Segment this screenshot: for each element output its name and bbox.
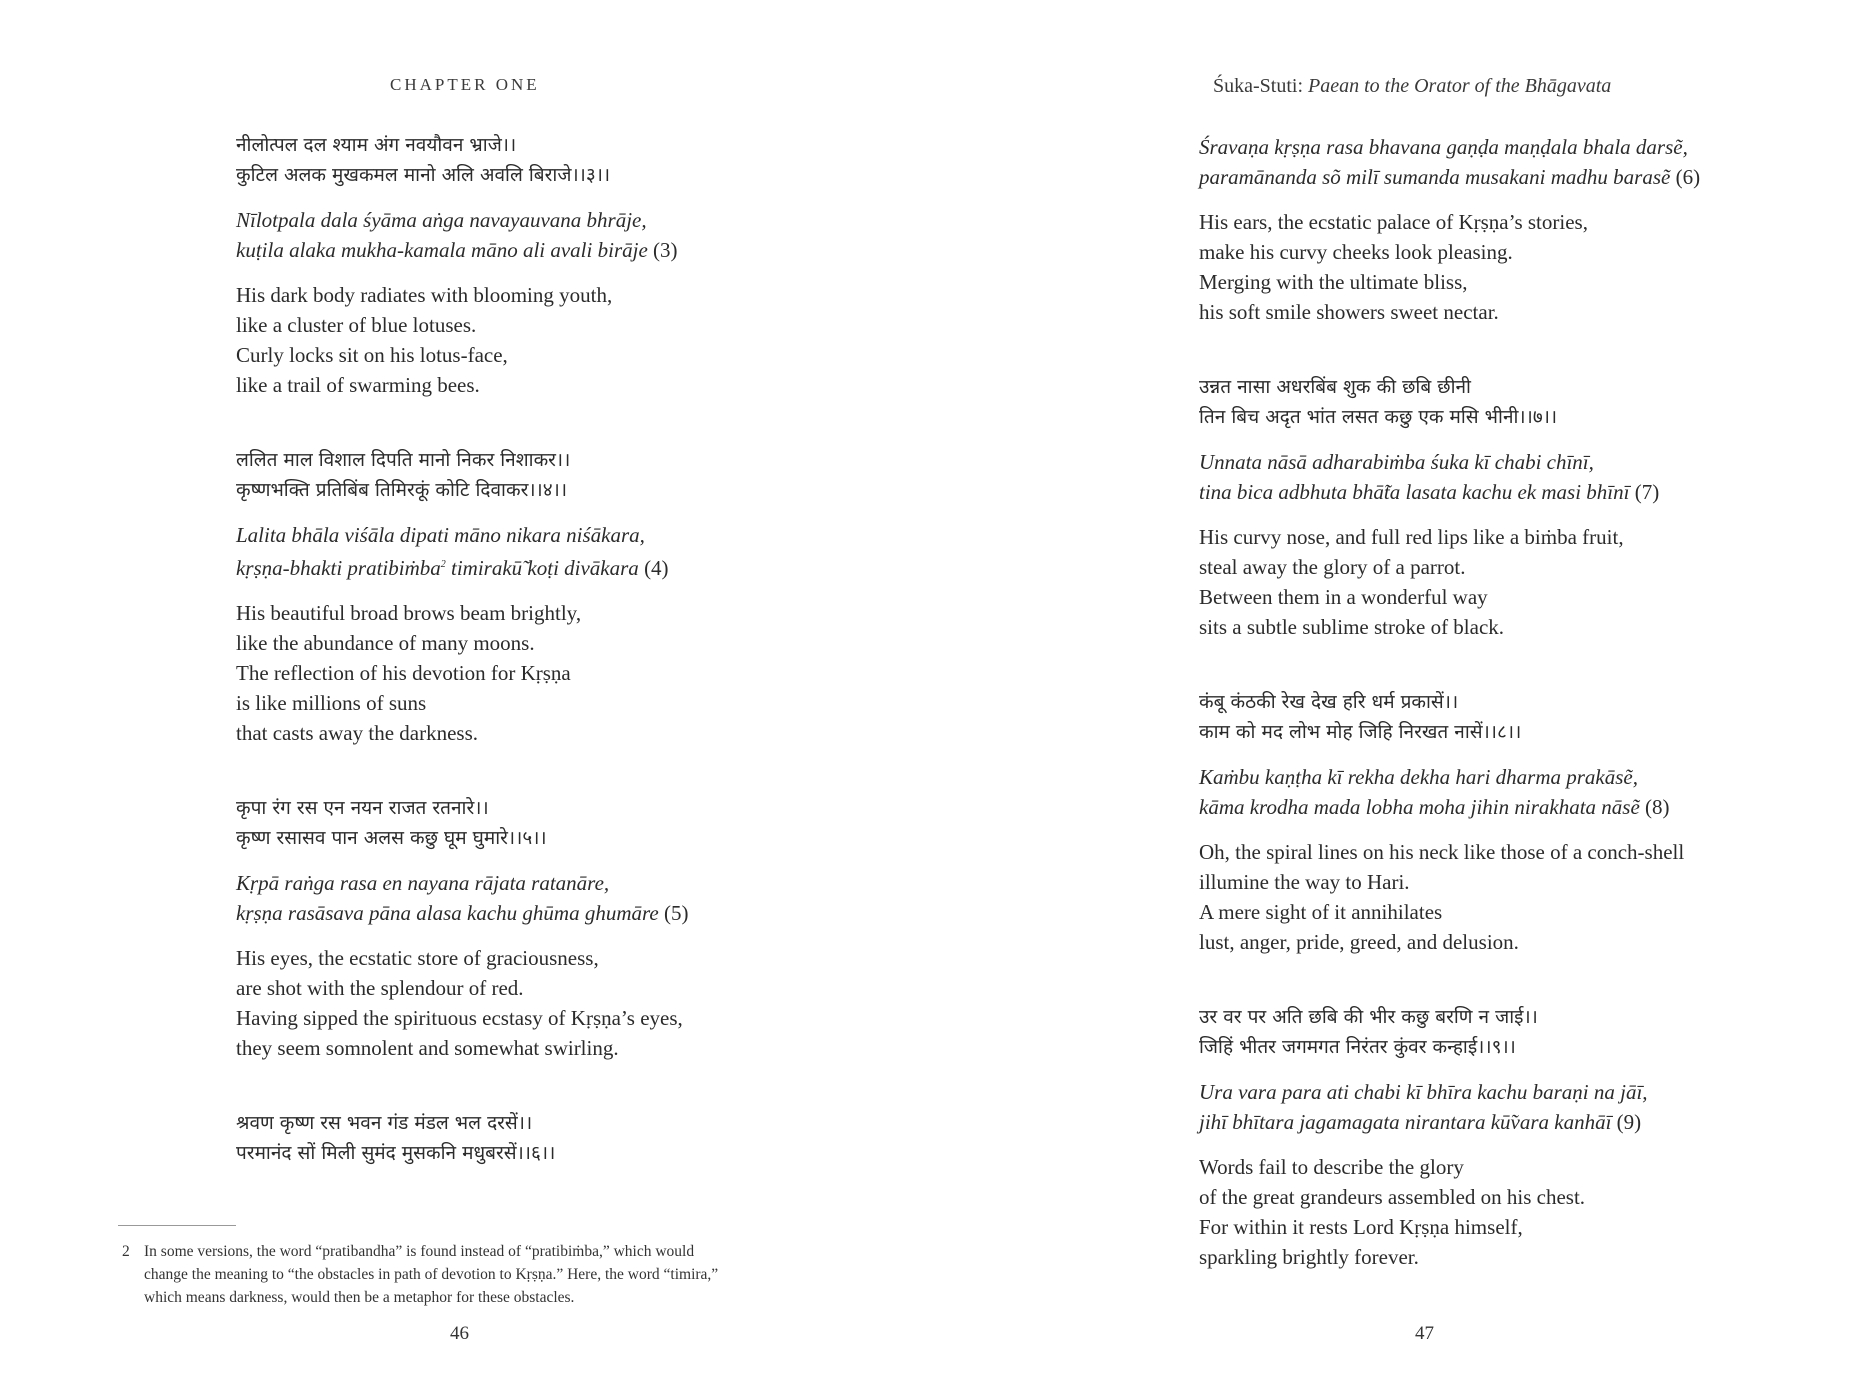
transliteration <box>1199 1077 1839 1137</box>
translit-text: timirakū̃ koṭi divākara <box>445 556 639 580</box>
transliteration <box>236 205 876 265</box>
hindi-line: जिहिं भीतर जगमगत निरंतर कुंवर कन्हाई।।९।। <box>1199 1036 1516 1058</box>
running-head <box>1213 75 1611 98</box>
translit-line <box>1199 477 1839 507</box>
running-head-prefix: Śuka-Stuti: <box>1213 75 1309 97</box>
translation-line: Oh, the spiral lines on his neck like those of a conch-shell <box>1199 840 1685 864</box>
translit-line: Unnata nāsā adharabiṁba śuka kī chabi chīnī, <box>1199 450 1594 474</box>
hindi-line: नीलोत्पल दल श्याम अंग नवयौवन भ्राजे।। <box>236 134 517 156</box>
translation-line: like a trail of swarming bees. <box>236 373 480 397</box>
translit-text: kṛṣṇa rasāsava pāna alasa kachu ghūma ghumāre <box>236 901 659 925</box>
running-head: CHAPTER ONE <box>390 75 540 94</box>
footnote-line: change the meaning to “the obstacles in path of devotion to Kṛṣṇa.” Here, the word “timira,” <box>144 1266 719 1283</box>
translit-text: tina bica adbhuta bhā̃ta lasata kachu ek masi bhīnī <box>1199 480 1630 504</box>
verse-number: (7) <box>1634 480 1660 504</box>
verse-number: (6) <box>1675 165 1701 189</box>
translation-line: His dark body radiates with blooming youth, <box>236 283 613 307</box>
translation-line: Between them in a wonderful way <box>1199 585 1488 609</box>
translation-line: is like millions of suns <box>236 691 427 715</box>
hindi-line: कृपा रंग रस एन नयन राजत रतनारे।। <box>236 797 489 819</box>
verse-column <box>1199 132 1839 1272</box>
translation-line: The reflection of his devotion for Kṛṣṇa <box>236 661 571 685</box>
translation-line: that casts away the darkness. <box>236 721 479 745</box>
translit-line <box>1199 1107 1839 1137</box>
footnote-divider <box>118 1225 236 1226</box>
hindi-line: कुटिल अलक मुखकमल मानो अलि अवलि बिराजे।।३।। <box>236 164 611 186</box>
translation <box>1199 522 1839 642</box>
transliteration <box>236 520 876 583</box>
translation-line: Curly locks sit on his lotus-face, <box>236 343 508 367</box>
translit-line <box>236 235 876 265</box>
translit-line: Kṛpā raṅga rasa en nayana rājata ratanāre, <box>236 871 610 895</box>
translit-line: Lalita bhāla viśāla dipati māno nikara niśākara, <box>236 523 645 547</box>
translation-line: make his curvy cheeks look pleasing. <box>1199 240 1513 264</box>
hindi-line: परमानंद सों मिली सुमंद मुसकनि मधुबरसें।।६।। <box>236 1142 556 1164</box>
hindi-line: उन्नत नासा अधरबिंब शुक की छबि छीनी <box>1199 376 1471 398</box>
verse-number: (3) <box>653 238 678 262</box>
footnote-number: 2 <box>122 1243 130 1260</box>
running-head-title: Paean to the Orator of the Bhāgavata <box>1308 75 1612 97</box>
hindi-verse <box>236 1108 876 1168</box>
transliteration <box>1199 132 1839 192</box>
hindi-line: उर वर पर अति छबि की भीर कछु बरणि न जाई।। <box>1199 1006 1538 1028</box>
footnote <box>122 1240 812 1309</box>
translit-line <box>236 550 876 583</box>
hindi-verse <box>236 793 876 853</box>
hindi-verse <box>236 445 876 505</box>
translation-line: are shot with the splendour of red. <box>236 976 524 1000</box>
translation <box>1199 207 1839 327</box>
hindi-verse <box>1199 687 1839 747</box>
translation-line: sits a subtle sublime stroke of black. <box>1199 615 1505 639</box>
footnote-line: In some versions, the word “pratibandha” is found instead of “pratibiṁba,” which would <box>144 1243 695 1260</box>
translation <box>1199 1152 1839 1272</box>
translation-line: His eyes, the ecstatic store of graciousness, <box>236 946 599 970</box>
hindi-verse <box>236 130 876 190</box>
verse-column <box>236 130 876 1168</box>
translit-line <box>1199 792 1839 822</box>
hindi-verse <box>1199 372 1839 432</box>
translation <box>236 943 876 1063</box>
transliteration <box>1199 447 1839 507</box>
hindi-line: तिन बिच अदृत भांत लसत कछु एक मसि भीनी।।७।। <box>1199 406 1558 428</box>
translit-text: kuṭila alaka mukha-kamala māno ali avali birāje <box>236 238 648 262</box>
translit-line <box>1199 162 1839 192</box>
translit-text: paramānanda sõ milī sumanda musakani madhu barasẽ <box>1199 165 1671 189</box>
translation-line: Having sipped the spirituous ecstasy of Kṛṣṇa’s eyes, <box>236 1006 683 1030</box>
verse-number: (4) <box>644 556 669 580</box>
translit-line <box>236 898 876 928</box>
translation-line: Merging with the ultimate bliss, <box>1199 270 1468 294</box>
translit-line: Kaṁbu kaṇṭha kī rekha dekha hari dharma prakāsẽ, <box>1199 765 1638 789</box>
verse-number: (9) <box>1616 1110 1642 1134</box>
translation-line: Words fail to describe the glory <box>1199 1155 1464 1179</box>
page-number: 47 <box>1415 1323 1434 1344</box>
translation-line: like the abundance of many moons. <box>236 631 535 655</box>
hindi-line: काम को मद लोभ मोह जिहि निरखत नासें।।८।। <box>1199 721 1522 743</box>
translation-line: sparkling brightly forever. <box>1199 1245 1419 1269</box>
footnote-line: which means darkness, would then be a metaphor for these obstacles. <box>144 1289 575 1306</box>
hindi-verse <box>1199 1002 1839 1062</box>
translation-line: His curvy nose, and full red lips like a biṁba fruit, <box>1199 525 1624 549</box>
translit-line: Nīlotpala dala śyāma aṅga navayauvana bhrāje, <box>236 208 647 232</box>
verse-number: (8) <box>1645 795 1670 819</box>
page-number: 46 <box>450 1323 469 1344</box>
footnote-text <box>144 1240 812 1309</box>
transliteration <box>236 868 876 928</box>
translation-line: lust, anger, pride, greed, and delusion. <box>1199 930 1519 954</box>
translation-line: His ears, the ecstatic palace of Kṛṣṇa’s stories, <box>1199 210 1588 234</box>
translit-line: Śravaṇa kṛṣṇa rasa bhavana gaṇḍa maṇḍala bhala darsẽ, <box>1199 135 1688 159</box>
translation-line: A mere sight of it annihilates <box>1199 900 1443 924</box>
translation-line: like a cluster of blue lotuses. <box>236 313 477 337</box>
translation-line: illumine the way to Hari. <box>1199 870 1410 894</box>
translation-line: of the great grandeurs assembled on his chest. <box>1199 1185 1586 1209</box>
verse-number: (5) <box>663 901 689 925</box>
hindi-line: श्रवण कृष्ण रस भवन गंड मंडल भल दरसें।। <box>236 1112 533 1134</box>
translation <box>1199 837 1839 957</box>
hindi-line: कंबू कंठकी रेख देख हरि धर्म प्रकासें।। <box>1199 691 1459 713</box>
translation <box>236 598 876 748</box>
translation-line: For within it rests Lord Kṛṣṇa himself, <box>1199 1215 1523 1239</box>
translation-line: his soft smile showers sweet nectar. <box>1199 300 1499 324</box>
footnote-ref[interactable]: 2 <box>440 559 446 570</box>
translit-text: kāma krodha mada lobha moha jihin nirakhata nāsẽ <box>1199 795 1640 819</box>
translit-text: jihī bhītara jagamagata nirantara kū̃vara kanhāī <box>1199 1110 1612 1134</box>
translation-line: they seem somnolent and somewhat swirling. <box>236 1036 619 1060</box>
right-page <box>933 0 1866 1400</box>
translation-line: steal away the glory of a parrot. <box>1199 555 1466 579</box>
hindi-line: ललित माल विशाल दिपति मानो निकर निशाकर।। <box>236 449 571 471</box>
hindi-line: कृष्ण रसासव पान अलस कछु घूम घुमारे।।५।। <box>236 827 547 849</box>
translation-line: His beautiful broad brows beam brightly, <box>236 601 582 625</box>
translit-text: kṛṣṇa-bhakti pratibiṁba <box>236 556 441 580</box>
transliteration <box>1199 762 1839 822</box>
hindi-line: कृष्णभक्ति प्रतिबिंब तिमिरकूं कोटि दिवाकर।।४।। <box>236 479 568 501</box>
translit-line: Ura vara para ati chabi kī bhīra kachu baraṇi na jāī, <box>1199 1080 1648 1104</box>
translation <box>236 280 876 400</box>
